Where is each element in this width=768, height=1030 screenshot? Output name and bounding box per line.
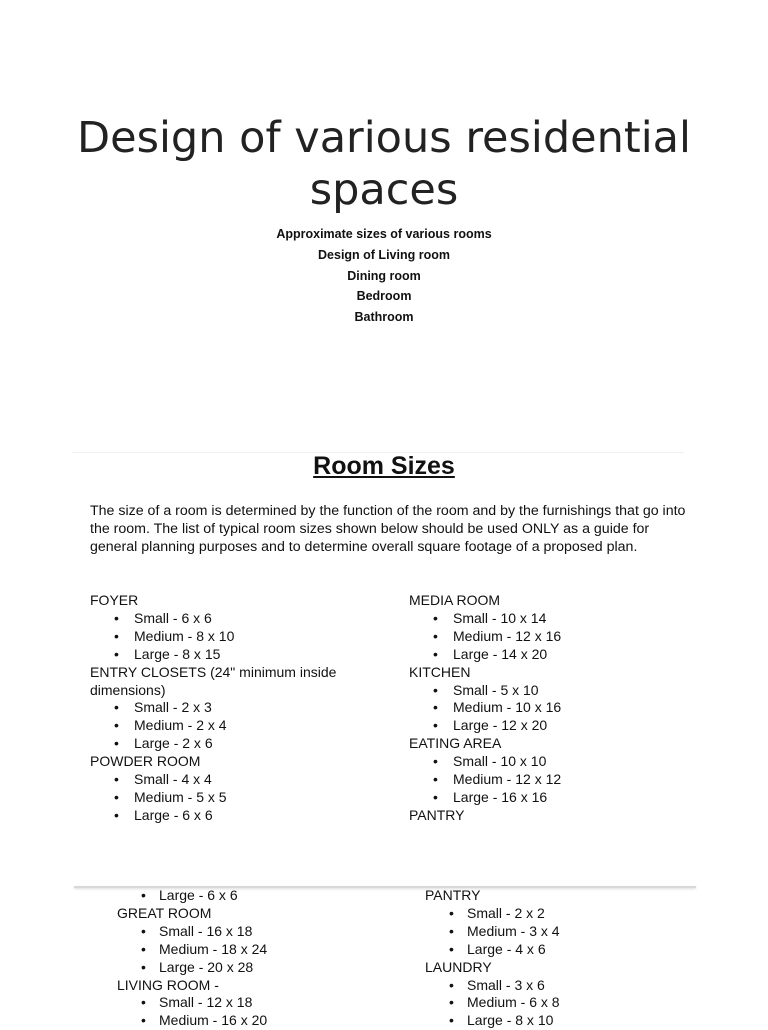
room-category-media-room: MEDIA ROOM	[409, 592, 501, 608]
subtitle-item: Dining room	[347, 268, 421, 283]
size-item: • Medium - 8 x 10	[90, 628, 390, 646]
size-item: • Small - 10 x 10	[409, 753, 689, 771]
size-item: • Medium - 18 x 24	[117, 941, 397, 959]
page-title: Design of various residential spaces	[77, 113, 691, 215]
room-category-laundry: LAUNDRY	[425, 958, 492, 975]
room-category-great-room: GREAT ROOM	[117, 904, 212, 921]
size-item: • Large - 4 x 6	[425, 941, 705, 959]
subtitle-item: Bedroom	[356, 289, 412, 304]
subtitle-item: Design of Living room	[318, 247, 450, 262]
room-category-eating-area: EATING AREA	[409, 735, 502, 752]
size-item: • Medium - 6 x 8	[425, 994, 705, 1012]
size-item: • Small - 12 x 18	[117, 994, 397, 1012]
size-item: • Large - 2 x 6	[90, 735, 390, 753]
room-list-left-continued	[117, 887, 397, 1030]
size-list	[90, 771, 390, 825]
size-item: • Medium - 5 x 5	[90, 789, 390, 807]
size-list	[90, 699, 390, 753]
subtitle-item: Bathroom	[354, 310, 414, 325]
size-item: • Medium - 10 x 16	[409, 699, 689, 717]
size-item: • Medium - 3 x 4	[425, 923, 705, 941]
room-category-living-room: LIVING ROOM -	[117, 976, 219, 993]
size-item: • Small - 5 x 10	[409, 682, 689, 700]
subtitle-list	[0, 224, 768, 328]
room-list-right-continued	[425, 887, 705, 1030]
size-item: • Large - 12 x 20	[409, 717, 689, 735]
intro-paragraph: The size of a room is determined by the function of the room and by the furnishings that go into the room. The list of typical room sizes shown below should be used ONLY as a guide for general planning purposes and to determine overall square footage of a proposed plan.	[90, 503, 686, 556]
size-item: • Medium - 16 x 20	[117, 1012, 397, 1030]
size-item: • Small - 2 x 2	[425, 905, 705, 923]
size-item: • Large - 16 x 16	[409, 789, 689, 807]
size-list	[117, 994, 397, 1030]
size-list	[425, 977, 705, 1030]
size-list	[409, 682, 689, 736]
room-category-pantry: PANTRY	[409, 806, 465, 823]
room-category-powder-room: POWDER ROOM	[90, 753, 201, 770]
size-item: • Small - 2 x 3	[90, 699, 390, 717]
size-item: • Large - 8 x 15	[90, 646, 390, 664]
size-item: • Small - 3 x 6	[425, 977, 705, 995]
size-item: • Small - 4 x 4	[90, 771, 390, 789]
size-item: • Medium - 2 x 4	[90, 717, 390, 735]
room-list-left	[90, 592, 390, 825]
size-list	[409, 610, 689, 664]
room-category-entry-closets: ENTRY CLOSETS (24" minimum inside dimensions)	[90, 663, 337, 698]
room-sizes-heading: Room Sizes	[313, 452, 455, 480]
room-category-kitchen: KITCHEN	[409, 663, 471, 680]
size-item: • Large - 6 x 6	[117, 887, 397, 905]
size-list	[90, 610, 390, 664]
room-category-pantry: PANTRY	[425, 887, 481, 903]
size-item: • Large - 8 x 10	[425, 1012, 705, 1030]
size-item: • Small - 6 x 6	[90, 610, 390, 628]
size-list	[117, 923, 397, 977]
size-list	[425, 905, 705, 959]
room-list-right	[409, 592, 689, 825]
size-item: • Large - 6 x 6	[90, 807, 390, 825]
size-item: • Small - 10 x 14	[409, 610, 689, 628]
size-item: • Medium - 12 x 12	[409, 771, 689, 789]
size-list	[117, 887, 397, 905]
subtitle-item: Approximate sizes of various rooms	[276, 227, 492, 241]
size-item: • Medium - 12 x 16	[409, 628, 689, 646]
size-item: • Large - 20 x 28	[117, 959, 397, 977]
size-list	[409, 753, 689, 807]
size-item: • Large - 14 x 20	[409, 646, 689, 664]
room-category-foyer: FOYER	[90, 592, 139, 608]
size-item: • Small - 16 x 18	[117, 923, 397, 941]
